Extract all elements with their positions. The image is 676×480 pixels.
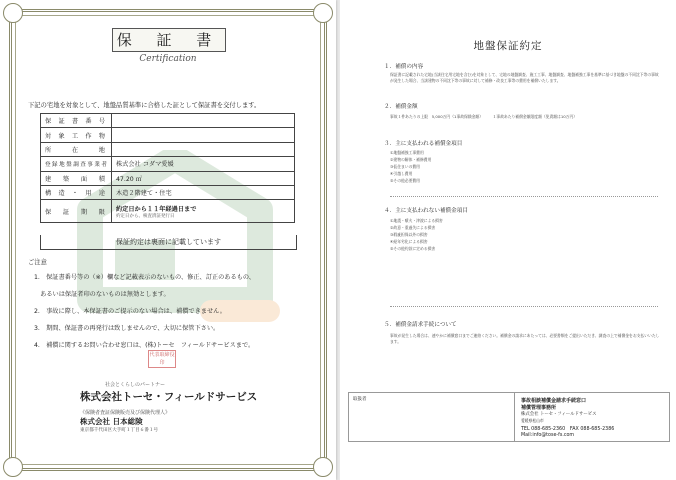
contact-office: 補償管理事務所	[521, 405, 557, 411]
corner-ornament	[313, 457, 333, 477]
certificate-info-table	[40, 113, 295, 223]
row-label: 構造・用途	[41, 185, 112, 199]
insurer-name: 株式会社 日本総険	[80, 417, 143, 426]
company-name: 株式会社トーセ・フィールドサービス	[80, 391, 258, 403]
contact-window: 事故相談補償金請求手続窓口	[521, 398, 587, 404]
corner-ornament	[313, 3, 333, 23]
certificate-page	[0, 0, 336, 480]
terms-page	[340, 0, 676, 480]
row-value: 木造２階建て・住宅	[112, 185, 295, 199]
section-5-title: ５．補償金請求手続について	[384, 322, 457, 328]
company-seal: 代表取締役印	[149, 352, 175, 366]
terms-title: 地盤保証約定	[473, 40, 543, 52]
section-1-title: １．補償の内容	[384, 64, 424, 70]
corner-ornament	[3, 3, 23, 23]
intro-text: 下記の宅地を対象として、地盤品質基準に合格した証として保証書を交付します。	[28, 102, 261, 109]
terms-note-box: 保証約定は裏面に記載しています	[40, 235, 297, 250]
row-value	[112, 200, 295, 223]
contact-box	[348, 392, 670, 442]
contact-address: 愛媛県松山市	[521, 418, 544, 423]
note-item: 4. 補償に関するお問い合わせ窓口は、(株)トーセ フィールドサービスまで。	[34, 342, 255, 349]
row-label: 保証期限	[41, 200, 112, 223]
row-label: 所在地	[41, 142, 112, 156]
list-item: ①地盤補強工事費用	[390, 150, 424, 155]
insurer-address: 東京都千代田区大手町１丁目６番１号	[80, 428, 159, 433]
certificate-title: 保 証 書	[112, 28, 226, 52]
row-label: 建築面積	[41, 171, 112, 185]
list-item: ④経年劣化による損害	[390, 239, 428, 244]
row-label: 保証書番号	[41, 114, 112, 128]
note-item: 3. 期間、保証書の再発行は致しませんので、大切に保管下さい。	[34, 325, 220, 332]
guarantee-period: 約定日から１１年経過日まで	[116, 205, 197, 213]
table-row	[41, 157, 295, 171]
list-item: ③仮住まいの費用	[390, 164, 420, 169]
row-value: 株式会社 コダマ愛媛	[112, 157, 295, 171]
contact-phone: TEL 088-685-2360 FAX 088-685-2386	[521, 427, 615, 432]
certificate-subtitle: Certification	[139, 54, 197, 64]
list-item: ②故意・重過失による損害	[390, 225, 436, 230]
table-row	[41, 200, 295, 223]
note-item: 2. 事故に際し、本保証書のご提示のない場合は、補償できません。	[34, 308, 226, 315]
row-value	[112, 142, 295, 156]
row-value	[112, 114, 295, 128]
list-item: ④引越し費用	[390, 171, 413, 176]
list-item: ①地震・噴火・津波による損害	[390, 218, 443, 223]
contact-divider	[514, 393, 515, 441]
row-label: 登録地盤調査事業者	[41, 157, 112, 171]
dotted-divider	[390, 306, 658, 307]
section-3-title: ３．主に支払われる補償金項目	[384, 141, 463, 147]
contact-company: 株式会社 トーセ・フィールドサービス	[521, 412, 597, 417]
dotted-divider	[390, 196, 658, 197]
section-5-text: 事故が発生した場合は、速やかに補償窓口までご連絡ください。補償金の請求にあたっては、必要書類をご提出いただき、調査の上で補償金をお支払いいたします。	[390, 333, 660, 344]
partner-tagline: 社会とくらしのパートナー	[105, 382, 166, 388]
row-value	[112, 128, 295, 142]
section-1-text: 保証書に記載された宅地(当該住宅用宅地を含む)を対象として、宅地の地盤調査、施工工事、地盤調査、地盤補強工事を基準に基づき地盤の不同沈下等の事故が発生した場合、当該建物の不同沈下等の事故に対して補修・改良工事等の費用を補償いたします。	[390, 72, 659, 83]
section-2-text: 事故１件あたりの上限 5,000万円（1事故保険金額） １事故あたり補償金額限度額（免責額は10万円）	[390, 114, 578, 119]
period-note: 約定日から、検査済証発行日	[116, 213, 175, 219]
table-row	[41, 185, 295, 199]
list-item: ⑤その他必要費用	[390, 178, 420, 183]
agent-label: 《保険者査証保険販売及び保険代理人》	[80, 410, 171, 416]
table-row	[41, 128, 295, 142]
corner-ornament	[3, 457, 23, 477]
section-4-title: ４．主に支払われない補償金項目	[384, 208, 468, 214]
table-row	[41, 142, 295, 156]
row-value: 47.20 ㎡	[112, 171, 295, 185]
note-item: あるいは保証者印のないものは無効とします。	[34, 291, 170, 298]
list-item: ③瑕疵担保以外の損害	[390, 232, 428, 237]
list-item: ⑤その他約款に定める損害	[390, 246, 436, 251]
notes-title: ご注意	[28, 259, 47, 266]
table-row	[41, 171, 295, 185]
table-row	[41, 114, 295, 128]
handler-label: 取扱者	[353, 397, 367, 402]
contact-email: Mail:info@tose-fs.com	[521, 433, 575, 438]
row-label: 対象工作物	[41, 128, 112, 142]
note-item: 1. 保証書番号等の（※）欄など記載表示のないもの、修正、訂正のあるもの、	[34, 274, 255, 281]
list-item: ②建物の解体・補修費用	[390, 157, 432, 162]
section-2-title: ２．補償金額	[384, 104, 418, 110]
